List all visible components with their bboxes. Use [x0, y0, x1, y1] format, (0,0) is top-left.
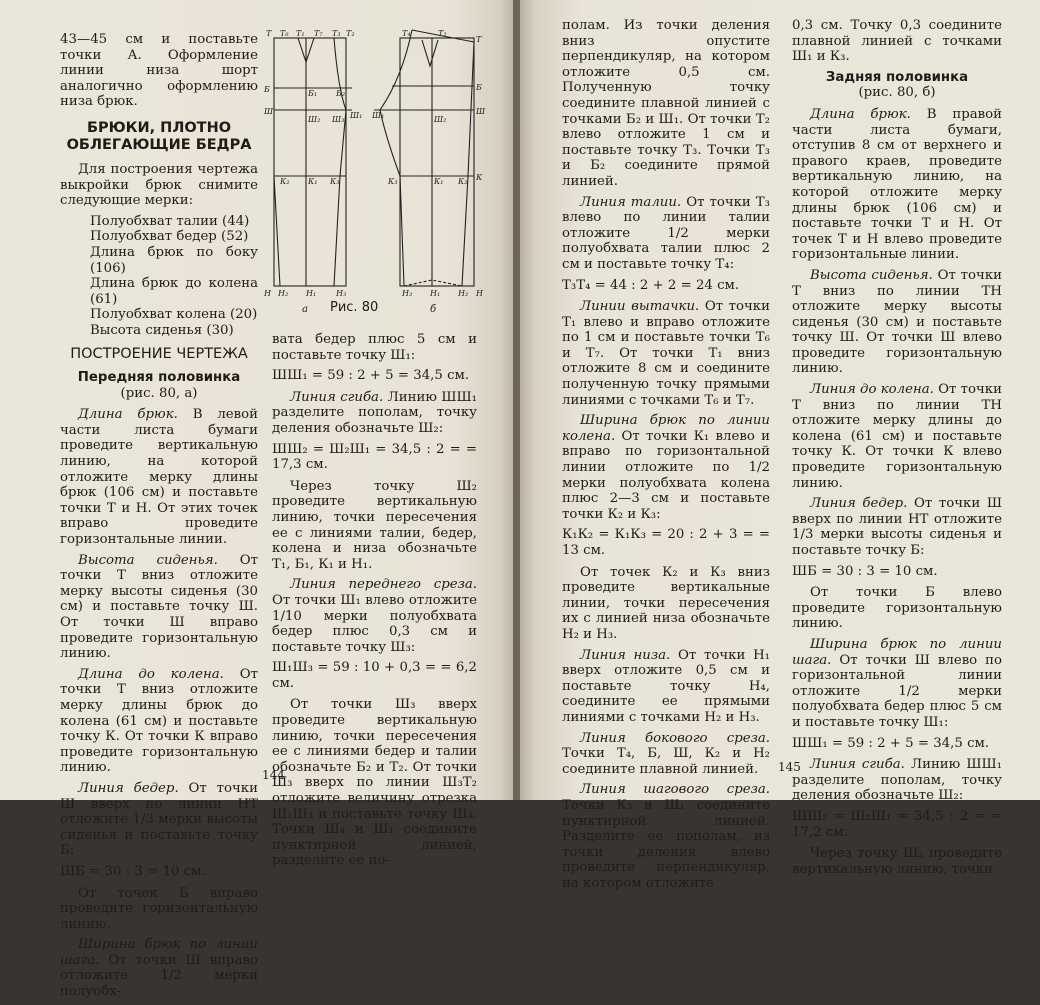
formula: К₁К₂ = К₁К₃ = 20 : 2 + 3 = = 13 см. — [562, 527, 770, 558]
back-half-drawing — [374, 30, 474, 286]
svg-text:Н₂: Н₂ — [278, 289, 289, 298]
formula: ШШ₂ = Ш₂Ш₁ = 34,5 : 2 = = 17,2 см. — [792, 808, 1002, 840]
svg-text:Ш: Ш — [264, 107, 274, 116]
svg-text:Т₂: Т₂ — [438, 29, 447, 38]
formula: ШБ = 30 : 3 = 10 см. — [792, 563, 938, 579]
subsection-title: Задняя половинка — [825, 69, 969, 85]
svg-text:Б: Б — [476, 83, 482, 92]
svg-text:К₁: К₁ — [308, 177, 318, 186]
list-item: Полуобхват бедер (52) — [90, 229, 249, 245]
paragraph: От точек Б вправо проведите горизонтальную линию. — [60, 885, 258, 932]
svg-text:Ш₃: Ш₃ — [332, 115, 345, 124]
paragraph: Линия сгиба. Линию ШШ₁ разделите пополам, точку деления обозначьте Ш₂: — [792, 757, 1003, 804]
figure-point-labels — [263, 29, 486, 298]
subsection-title: Передняя половинка — [77, 370, 241, 386]
svg-text:Т₁: Т₁ — [296, 29, 305, 38]
paragraph: вата бедер плюс 5 см и поставьте точку Ш₁: — [272, 332, 477, 363]
svg-text:К₃: К₃ — [330, 177, 340, 186]
list-item: Длина брюк по боку (106) — [90, 244, 258, 276]
svg-text:Б₂: Б₂ — [336, 89, 346, 98]
intro-text: 43—45 см и поставьте точки А. Оформление линии низа шорт аналогично оформлению низа брюк. — [60, 32, 258, 110]
paragraph: От точки Б влево проведите горизонтальную линию. — [792, 585, 1002, 632]
svg-text:Н₃: Н₃ — [336, 289, 347, 298]
svg-text:Ш₂: Ш₂ — [434, 115, 447, 124]
section-heading: БРЮКИ, ПЛОТНО ОБЛЕГАЮЩИЕ БЕДРА — [66, 119, 252, 153]
formula: Ш₁Ш₃ = 59 : 10 + 0,3 = = 6,2 см. — [272, 660, 477, 691]
paragraph: Линии вытачки. От точки Т₁ влево и вправо отложите по 1 см и поставьте точки Т₆ и Т₇. От точки Т₁ вниз отложите 8 см и соедините полученную точку прямыми линиями с точками Т₆ и Т₇. — [562, 299, 770, 408]
paragraph: Линия низа. От точки Н₁ вверх отложите 0,5 см и поставьте точку Н₄, соедините ее прямыми линиями с точками Н₂ и Н₃. — [562, 647, 770, 725]
paragraph: Длина до колена. От точки Т вниз отложите мерку длины брюк до колена (61 см) и поставьте точку К. От точки К вправо проведите горизонтальную линию. — [60, 666, 259, 776]
formula: ШБ = 30 : 3 = 10 см. — [60, 863, 206, 879]
list-item: Полуобхват талии (44) — [90, 213, 250, 229]
svg-text:Н₁: Н₁ — [306, 289, 317, 298]
right-page-column-2 — [792, 18, 1002, 882]
front-half-drawing — [274, 38, 352, 286]
paragraph: Длина брюк. В левой части листа бумаги проведите вертикальную линию, на которой отложите мерку длины брюк (106 см) и поставьте точки Т и Н. От этих точек вправо проведите горизонтальные линии. — [60, 407, 258, 548]
formula: ШШ₁ = 59 : 2 + 5 = 34,5 см. — [792, 735, 990, 751]
list-item: Длина брюк до колена (61) — [90, 276, 258, 307]
svg-text:Н₁: Н₁ — [430, 289, 441, 298]
construction-heading: ПОСТРОЕНИЕ ЧЕРТЕЖА — [70, 345, 248, 362]
svg-text:Т: Т — [476, 35, 482, 44]
svg-text:Т₄: Т₄ — [402, 29, 411, 38]
paragraph: Линия переднего среза. От точки Ш₁ влево отложите 1/10 мерки полуобхвата бедер плюс 0,3 см и поставьте точку Ш₃: — [272, 577, 477, 655]
paragraph: Через точку Ш₂ проведите вертикальную линию, точки — [792, 846, 1002, 877]
paragraph: От точек К₂ и К₃ вниз проведите вертикальные линии, точки пересечения их с линией низа обозначьте Н₂ и Н₃. — [562, 564, 770, 642]
svg-text:Б₁: Б₁ — [308, 89, 318, 98]
formula: Т₃Т₄ = 44 : 2 + 2 = 24 см. — [562, 277, 740, 293]
svg-text:Н: Н — [476, 289, 483, 298]
svg-text:Н₂: Н₂ — [458, 289, 469, 298]
paragraph: Высота сиденья. От точки Т вниз отложите мерку высоты сиденья (30 см) и поставьте точку Ш. От точки Ш вправо проведите горизонтальную линию. — [60, 552, 259, 662]
paragraph: 0,3 см. Точку 0,3 соедините плавной линией с точками Ш₁ и К₃. — [792, 18, 1002, 65]
paragraph: Ширина брюк по линии шага. От точки Ш влево по горизонтальной линии отложите 1/2 мерки полуобхвата бедер плюс 5 см и поставьте точку Ш₁: — [792, 636, 1002, 730]
right-page — [520, 0, 1040, 891]
paragraph: Линия шагового среза. Точки К₃ и Ш₁ соедините пунктирной линией. Разделите ее пополам, из точки деления влево проведите перпендикуляр, на котором отложите — [562, 782, 770, 891]
paragraph: Линия талии. От точки Т₃ влево по линии талии отложите 1/2 мерки полуобхвата талии плюс 2 см и поставьте точку Т₄: — [562, 194, 771, 272]
svg-text:Ш₂: Ш₂ — [308, 115, 321, 124]
svg-text:Ш₁: Ш₁ — [372, 111, 385, 120]
page-number: 145 — [778, 760, 801, 774]
svg-text:Т₇: Т₇ — [314, 29, 323, 38]
measures-intro: Для построения чертежа выкройки брюк снимите следующие мерки: — [60, 161, 258, 209]
svg-text:К₁: К₁ — [434, 177, 444, 186]
svg-text:Ш₁: Ш₁ — [350, 111, 363, 120]
svg-text:Т₃: Т₃ — [332, 29, 341, 38]
formula: ШШ₁ = 59 : 2 + 5 = 34,5 см. — [272, 368, 470, 384]
formula: ШШ₂ = Ш₂Ш₁ = 34,5 : 2 = = 17,3 см. — [272, 441, 477, 473]
measures-list — [60, 214, 258, 339]
left-page-column-2 — [272, 332, 477, 874]
page-number: 144 — [262, 768, 285, 782]
figure-80-pattern-drawing — [262, 28, 502, 316]
paragraph: Высота сиденья. От точки Т вниз по линии ТН отложите мерку высоты сиденья (30 см) и поставьте точку Ш. От точки Ш влево проведите горизонтальную линию. — [792, 267, 1002, 377]
paragraph: От точки Ш₃ вверх проведите вертикальную линию, точки пересечения ее с линиями бедер и талии обозначьте Б₂ и Т₂. От точки Ш₃ вверх по линии Ш₃Т₂ отложите величину отрезка Ш₁Ш₃ и поставьте точку Ш₄. Точки Ш₄ и Ш₁ соедините пунктирной линией, разделите ее по- — [272, 697, 477, 869]
paragraph: Линия бедер. От точки Ш вверх по линии НТ отложите 1/3 мерки высоты сиденья и поставьте точку Б: — [60, 780, 258, 859]
svg-text:К: К — [476, 173, 483, 182]
left-page — [0, 0, 515, 1000]
paragraph: полам. Из точки деления вниз опустите перпендикуляр, на котором отложите 0,5 см. Полученную точку соедините плавной линией с точками Б₂ и Ш₁. От точки Т₂ влево отложите 1 см и поставьте точку Т₃. Точки Т₃ и Б₂ соедините прямой линией. — [562, 18, 770, 189]
svg-text:Т₆: Т₆ — [280, 29, 289, 38]
figure-label-a: а — [302, 304, 308, 315]
svg-text:Н: Н — [264, 289, 271, 298]
list-item: Полуобхват колена (20) — [90, 307, 258, 323]
svg-text:Т: Т — [266, 29, 272, 38]
paragraph: Линия сгиба. Линию ШШ₁ разделите пополам, точку деления обозначьте Ш₂: — [272, 389, 478, 436]
svg-text:Н₃: Н₃ — [402, 289, 413, 298]
svg-text:Ш: Ш — [476, 107, 486, 116]
svg-text:К₂: К₂ — [458, 177, 468, 186]
subsection-ref: (рис. 80, б) — [858, 85, 936, 101]
right-page-column-1 — [562, 18, 770, 896]
list-item: Высота сиденья (30) — [90, 322, 234, 338]
svg-text:К₂: К₂ — [280, 177, 290, 186]
figure-caption: Рис. 80 — [330, 300, 379, 315]
paragraph: Ширина брюк по линии колена. От точки К₁ влево и вправо по горизонтальной линии отложите по 1/2 мерки полуобхвата колена плюс 2—3 см и поставьте точки К₂ и К₃: — [562, 413, 770, 522]
paragraph: Ширина брюк по линии шага. От точки Ш вправо отложите 1/2 мерки полуобх- — [60, 937, 258, 1000]
left-page-column-1 — [60, 32, 258, 1005]
paragraph: Длина брюк. В правой части листа бумаги, отступив 8 см от верхнего и правого краев, проведите вертикальную линию, на которой отложите мерку длины брюк (106 см) и поставьте точки Т и Н. От точек Т и Н влево проведите горизонтальные линии. — [792, 106, 1002, 263]
svg-text:Т₂: Т₂ — [346, 29, 355, 38]
paragraph: Через точку Ш₂ проведите вертикальную линию, точки пересечения ее с линиями талии, бедер, колена и низа обозначьте Т₁, Б₁, К₁ и Н₁. — [272, 478, 477, 572]
figure-label-b: б — [430, 304, 437, 315]
paragraph: Линия бедер. От точки Ш вверх по линии НТ отложите 1/3 мерки высоты сиденья и поставьте точку Б: — [792, 496, 1002, 558]
svg-text:Б: Б — [264, 85, 270, 94]
svg-text:К₃: К₃ — [388, 177, 398, 186]
paragraph: Линия бокового среза. Точки Т₄, Б, Ш, К₂ и Н₂ соедините плавной линией. — [562, 730, 770, 777]
paragraph: Линия до колена. От точки Т вниз по линии ТН отложите мерку длины до колена (61 см) и поставьте точку К. От точки К влево проведите горизонтальную линию. — [792, 382, 1002, 491]
subsection-ref: (рис. 80, а) — [120, 385, 198, 401]
